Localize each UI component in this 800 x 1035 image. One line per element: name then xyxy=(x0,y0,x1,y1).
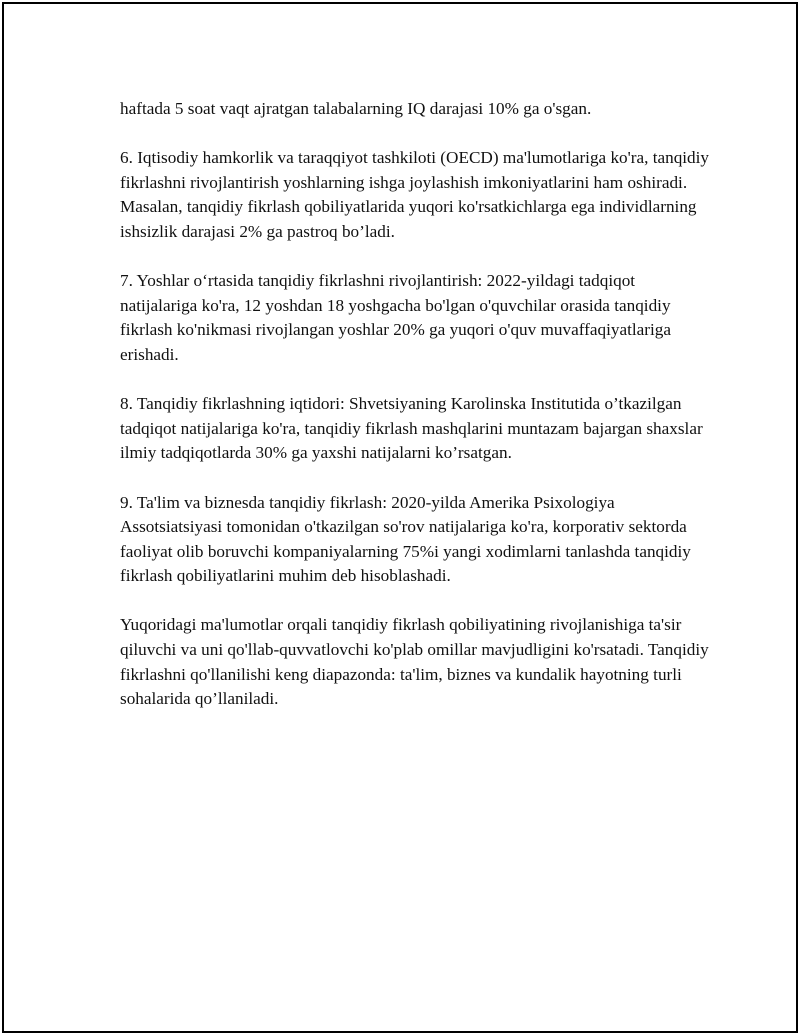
paragraph-item-6: 6. Iqtisodiy hamkorlik va taraqqiyot tashkiloti (OECD) ma'lumotlariga ko'ra, tanqidiy fikrlashni rivojlantirish yoshlarning ishga joylashish imkoniyatlarini ham oshiradi. Masalan, tanqidiy fikrlash qobiliyatlarida yuqori ko'rsatkichlarga ega individlarning ishsizlik darajasi 2% ga pastroq bo’ladi. xyxy=(120,148,710,241)
document-body xyxy=(120,97,710,712)
paragraph-conclusion: Yuqoridagi ma'lumotlar orqali tanqidiy fikrlash qobiliyatining rivojlanishiga ta'sir qiluvchi va uni qo'llab-quvvatlovchi ko'plab omillar mavjudligini ko'rsatadi. Tanqidiy fikrlashni qo'llanilishi keng diapazonda: ta'lim, biznes va kundalik hayotning turli sohalarida qo’llaniladi. xyxy=(120,615,709,709)
paragraph-item-9: 9. Ta'lim va biznesda tanqidiy fikrlash: 2020-yilda Amerika Psixologiya Assotsiatsiyasi tomonidan o'tkazilgan so'rov natijalariga ko'ra, korporativ sektorda faoliyat olib boruvchi kompaniyalarning 75%i yangi xodimlarni tanlashda tanqidiy fikrlash qobiliyatlarini muhim deb hisoblashadi. xyxy=(120,492,691,586)
paragraph-item-8: 8. Tanqidiy fikrlashning iqtidori: Shvetsiyaning Karolinska Institutida o’tkazilgan tadqiqot natijalariga ko'ra, tanqidiy fikrlash mashqlarini muntazam bajargan shaxslar ilmiy tadqiqotlarda 30% ga yaxshi natijalarni ko’rsatgan. xyxy=(120,394,703,463)
document-page xyxy=(2,2,798,1033)
paragraph-item-7: 7. Yoshlar o‘rtasida tanqidiy fikrlashni rivojlantirish: 2022-yildagi tadqiqot natijalariga ko'ra, 12 yoshdan 18 yoshgacha bo'lgan o'quvchilar orasida tanqidiy fikrlash ko'nikmasi rivojlangan yoshlar 20% ga yuqori o'quv muvaffaqiyatlariga erishadi. xyxy=(120,271,671,364)
paragraph-continuation: haftada 5 soat vaqt ajratgan talabalarning IQ darajasi 10% ga o'sgan. xyxy=(120,99,592,118)
